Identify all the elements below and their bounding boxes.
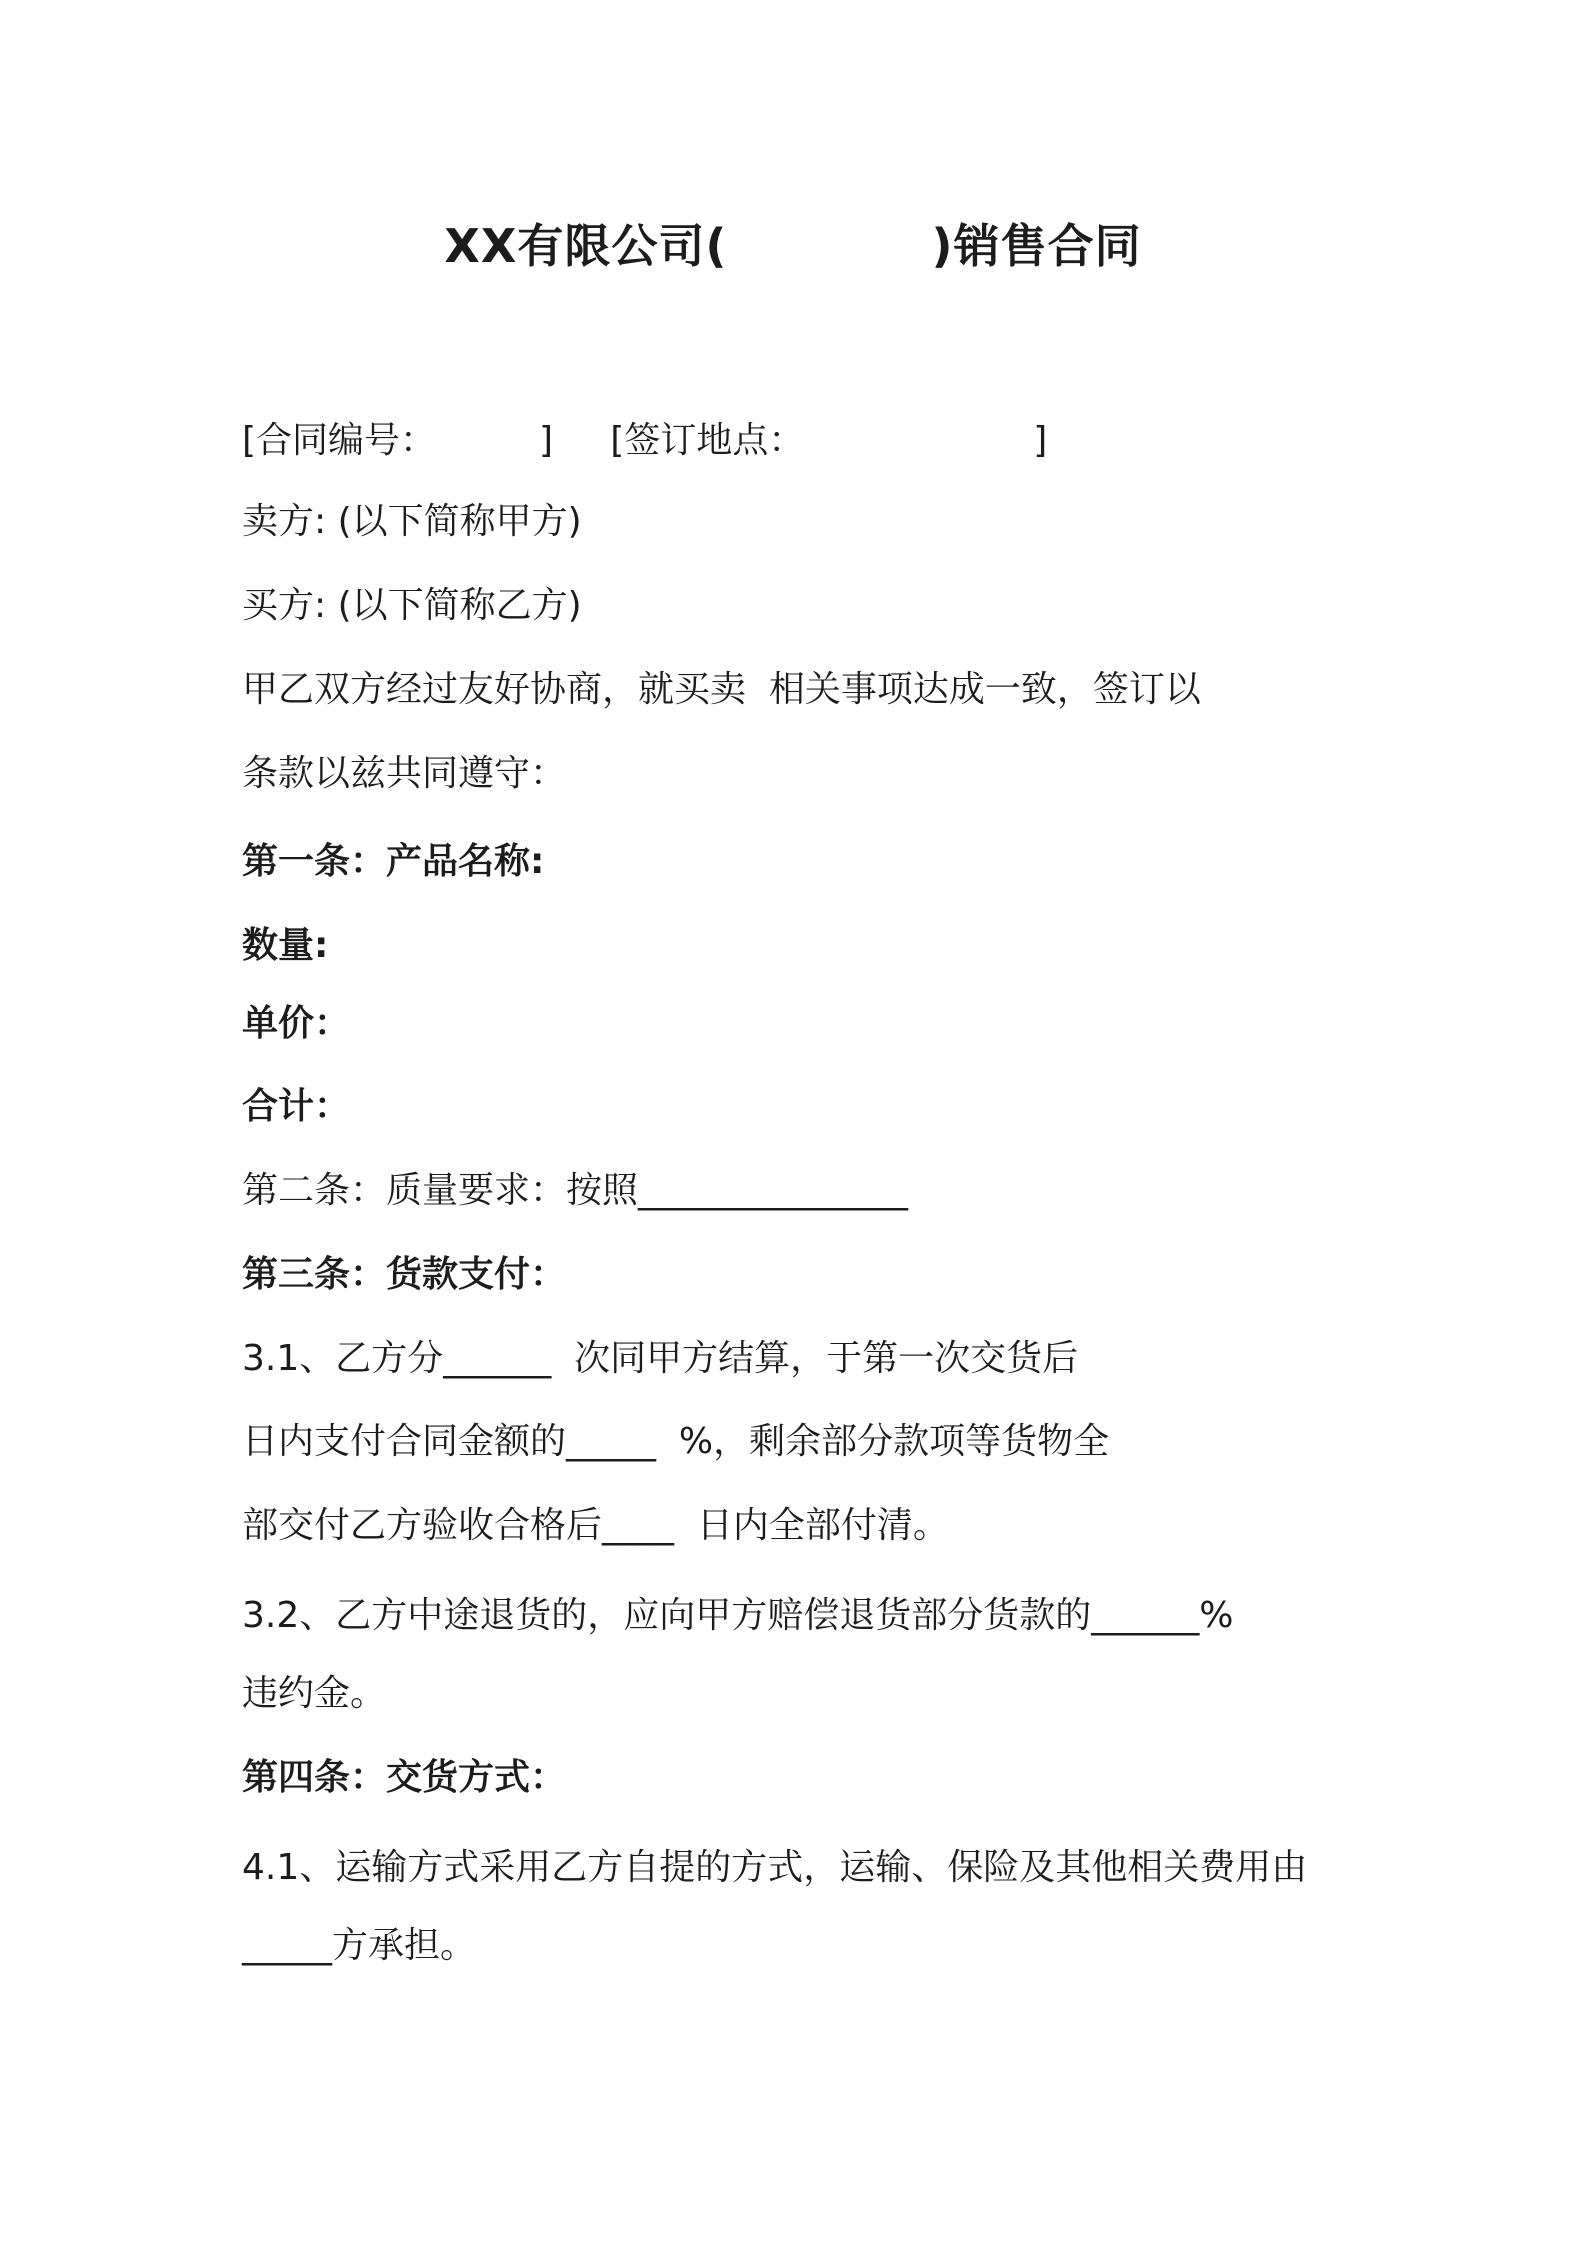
preamble-line-2: 条款以兹共同遵守： xyxy=(242,753,567,794)
clause-3-2-line-1: 3.2、乙方中途退货的，应向甲方赔偿退货部分货款的______% xyxy=(242,1595,1234,1636)
article-3-payment: 第三条：货款支付： xyxy=(242,1254,567,1295)
preamble-line-1: 甲乙双方经过友好协商，就买卖 相关事项达成一致，签订以 xyxy=(242,669,1201,710)
contract-number-and-signing-place: [合同编号： ] [签订地点： ] xyxy=(242,420,1048,461)
contract-title: XX有限公司( )销售合同 xyxy=(444,219,1142,273)
quantity-line: 数量: xyxy=(242,925,329,966)
clause-3-1-line-2: 日内支付合同金额的_____ %，剩余部分款项等货物全 xyxy=(242,1421,1110,1462)
buyer-line: 买方: (以下简称乙方) xyxy=(242,585,582,626)
clause-4-1-line-1: 4.1、运输方式采用乙方自提的方式，运输、保险及其他相关费用由 xyxy=(242,1847,1308,1888)
seller-line: 卖方: (以下简称甲方) xyxy=(242,501,582,542)
clause-3-1-line-3: 部交付乙方验收合格后____ 日内全部付清。 xyxy=(242,1505,949,1546)
article-1-product-name: 第一条：产品名称: xyxy=(242,841,545,882)
clause-3-2-line-2: 违约金。 xyxy=(242,1673,387,1714)
article-2-quality: 第二条：质量要求：按照_______________ xyxy=(242,1170,909,1211)
clause-4-1-line-2: _____方承担。 xyxy=(242,1925,477,1966)
total-line: 合计： xyxy=(242,1086,351,1127)
unit-price-line: 单价： xyxy=(242,1003,351,1044)
clause-3-1-line-1: 3.1、乙方分______ 次同甲方结算，于第一次交货后 xyxy=(242,1338,1079,1379)
article-4-delivery: 第四条：交货方式： xyxy=(242,1757,567,1798)
